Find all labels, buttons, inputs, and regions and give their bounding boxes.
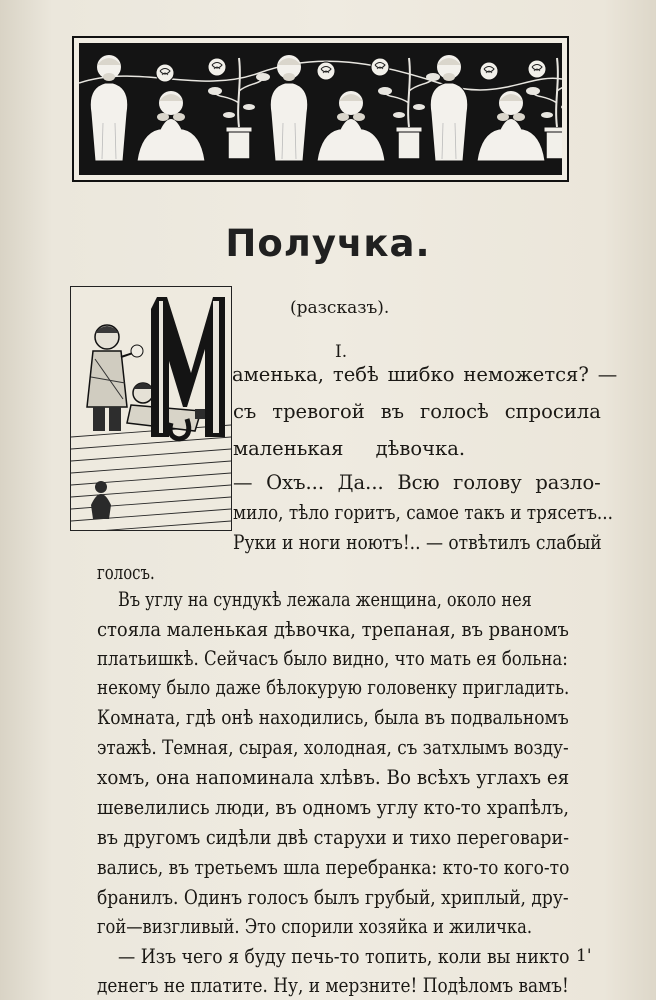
girls-and-flowers-illustration <box>79 43 562 175</box>
text-line: вались, въ третьемъ шла перебранка: кто-то кого-то <box>97 856 570 879</box>
text-line: Комната, гдѣ онѣ находились, была въ подвальномъ <box>97 706 569 729</box>
page-number: 1' <box>576 946 592 966</box>
text-line: аменька, тебѣ шибко неможется? — <box>232 363 618 386</box>
text-line: Руки и ноги ноютъ!.. — отвѣтилъ слабый <box>233 531 602 554</box>
text-line: голосъ. <box>97 561 155 584</box>
text-line: денегъ не платите. Ну, и мерзните! Подѣломъ вамъ! <box>97 974 569 997</box>
text-line: некому было даже бѣлокурую головенку пригладить. <box>97 676 570 699</box>
text-line: хомъ, она напоминала хлѣвъ. Во всѣхъ углахъ ея <box>97 766 570 789</box>
text-line: бранилъ. Одинъ голосъ былъ грубый, хриплый, дру- <box>97 886 569 909</box>
text-line: шевелились люди, въ одномъ углу кто-то храпѣлъ, <box>97 796 569 819</box>
text-line: — Изъ чего я буду печь-то топить, коли вы никто <box>118 945 570 968</box>
text-line: въ другомъ сидѣли двѣ старухи и тихо переговари- <box>97 826 570 849</box>
text-line: съ тревогой въ голосѣ спросила <box>233 400 601 423</box>
story-title: Получка. <box>225 222 431 265</box>
illustrated-initial-letter <box>70 286 232 531</box>
text-line: Въ углу на сундукѣ лежала женщина, около нея <box>118 588 532 611</box>
story-subtitle: (разсказъ). <box>290 298 390 318</box>
text-line: мило, тѣло горитъ, самое такъ и трясетъ... <box>233 501 613 524</box>
text-line: стояла маленькая дѣвочка, трепаная, въ рваномъ <box>97 618 569 641</box>
text-line: маленькая дѣвочка. <box>233 437 466 460</box>
decorative-header-banner <box>72 36 569 182</box>
text-line: гой—визгливый. Это спорили хозяйка и жиличка. <box>97 915 533 938</box>
text-line: платьишкѣ. Сейчасъ было видно, что мать ея больна: <box>97 647 568 670</box>
text-line: этажѣ. Темная, сырая, холодная, съ затхлымъ возду- <box>97 736 569 759</box>
text-line: — Охъ... Да... Всю голову разло- <box>233 471 601 494</box>
chapter-number: I. <box>335 342 348 362</box>
